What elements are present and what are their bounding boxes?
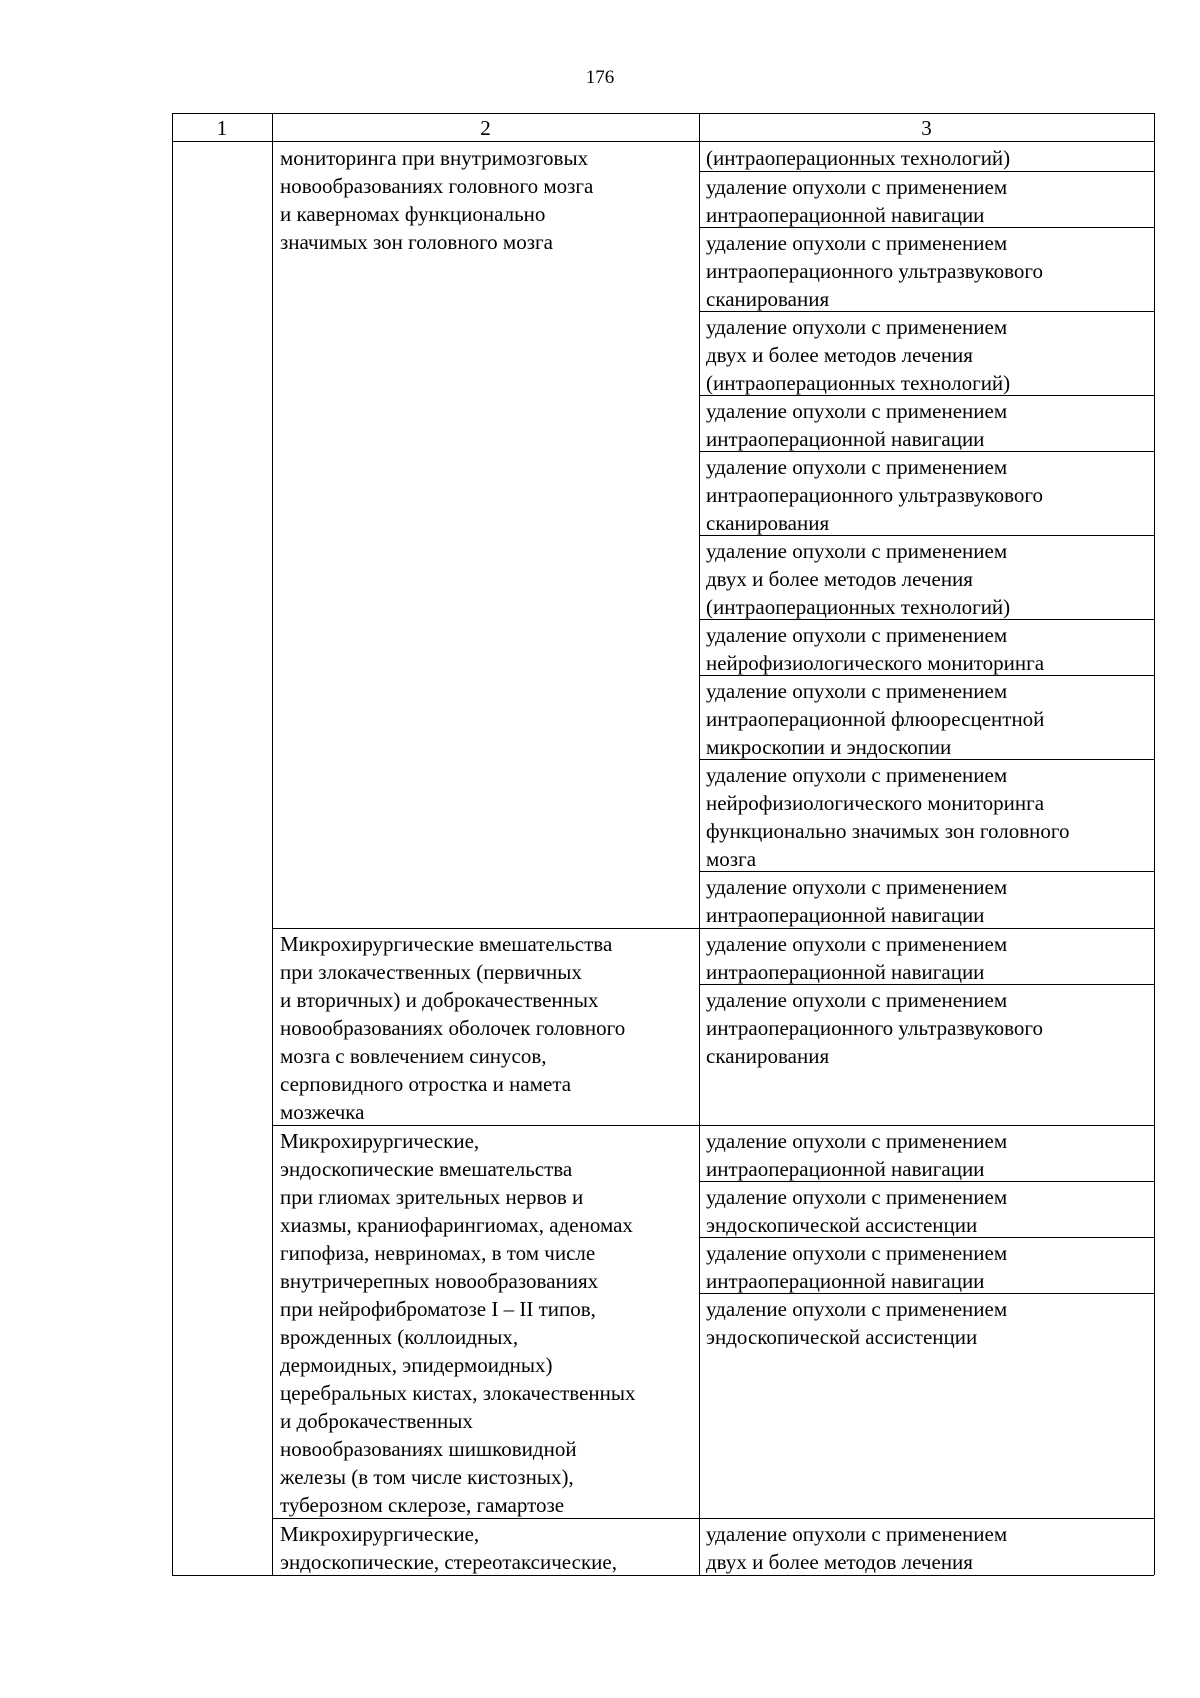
col3-cell: удаление опухоли с применением двух и более методов лечения (интраоперационных технологий) [706, 539, 1011, 619]
table-left-border [172, 113, 173, 1575]
col3-cell: удаление опухоли с применением интраоперационной навигации [706, 399, 1008, 451]
page-number: 176 [585, 67, 615, 88]
header-col-3: 3 [921, 116, 932, 140]
col2-cell: мониторинга при внутримозговых новообразованиях головного мозга и каверномах функционально значимых зон головного мозга [280, 146, 594, 254]
col3-cell: удаление опухоли с применением нейрофизиологического мониторинга [706, 623, 1045, 675]
col3-cell: удаление опухоли с применением интраоперационной навигации [706, 1129, 1008, 1181]
col3-cell: удаление опухоли с применением двух и более методов лечения [706, 1522, 1008, 1574]
col3-cell: удаление опухоли с применением интраоперационного ультразвукового сканирования [706, 231, 1043, 311]
col2-row-divider [272, 928, 699, 929]
col2-cell: Микрохирургические, эндоскопические вмешательства при глиомах зрительных нервов и хиазмы, краниофарингиомах, аденомах гипофиза, невриномах, в том числе внутричерепных новообразованиях при нейрофиброматозе I – II типов, врожденных (коллоидных, дермоидных, эпидермоидных) церебральных кистах, злокачественных и доброкачественных новообразованиях шишковидной железы (в том числе кистозных), туберозном склерозе, гамартозе [280, 1129, 636, 1517]
col3-cell: удаление опухоли с применением интраоперационной навигации [706, 1241, 1008, 1293]
col3-cell: удаление опухоли с применением интраоперационной флюоресцентной микроскопии и эндоскопии [706, 679, 1045, 759]
header-col-2: 2 [480, 116, 491, 140]
col3-row-divider [699, 1518, 1154, 1519]
col3-row-divider [699, 1125, 1154, 1126]
col3-cell: удаление опухоли с применением интраоперационной навигации [706, 175, 1008, 227]
col2-cell: Микрохирургические вмешательства при злокачественных (первичных и вторичных) и доброкачественных новообразованиях оболочек головного мозга с вовлечением синусов, серповидного отростка и намета мозжечка [280, 932, 626, 1124]
col3-cell: удаление опухоли с применением интраоперационного ультразвукового сканирования [706, 988, 1043, 1068]
col3-cell: (интраоперационных технологий) [706, 146, 1011, 170]
col2-cell: Микрохирургические, эндоскопические, стереотаксические, [280, 1522, 617, 1574]
col3-cell: удаление опухоли с применением интраоперационного ультразвукового сканирования [706, 455, 1043, 535]
table-right-border [1154, 113, 1155, 1575]
col3-cell: удаление опухоли с применением эндоскопической ассистенции [706, 1297, 1008, 1349]
col3-cell: удаление опухоли с применением интраоперационной навигации [706, 932, 1008, 984]
header-col-1: 1 [216, 116, 228, 140]
col3-cell: удаление опухоли с применением эндоскопической ассистенции [706, 1185, 1008, 1237]
col3-cell: удаление опухоли с применением интраоперационной навигации [706, 875, 1008, 927]
col3-cell: удаление опухоли с применением нейрофизиологического мониторинга функционально значимых зон головного мозга [706, 763, 1070, 871]
col3-cell: удаление опухоли с применением двух и более методов лечения (интраоперационных технологий) [706, 315, 1011, 395]
column-divider-1 [272, 113, 273, 1575]
